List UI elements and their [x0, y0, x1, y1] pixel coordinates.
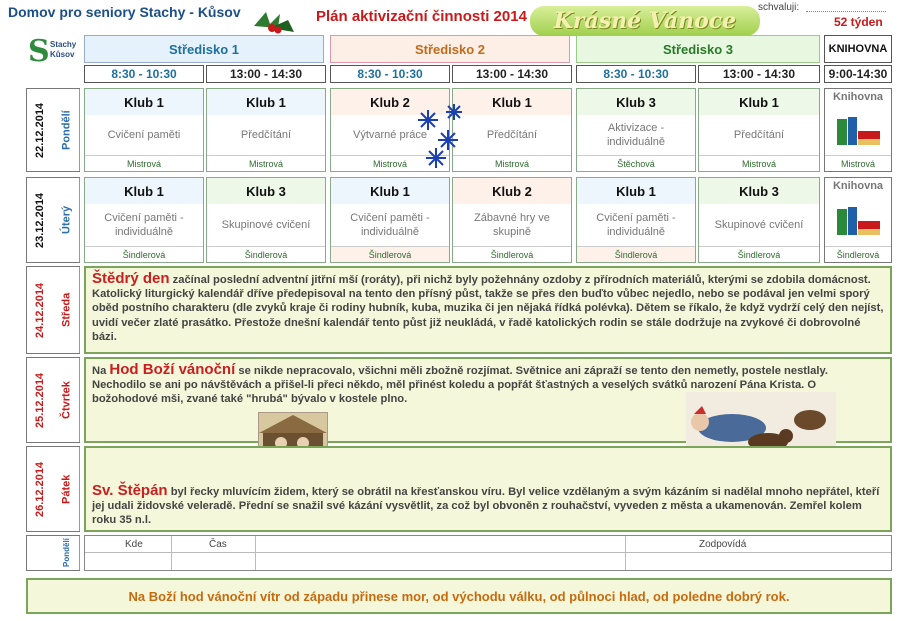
day-thu-date: 25.12.2014: [34, 372, 46, 428]
tue-c2-pm: [452, 177, 572, 263]
staff-name: Mistrová: [699, 155, 819, 171]
staff-name: Mistrová: [331, 155, 449, 171]
time-c2-am: 8:30 - 10:30: [330, 65, 450, 83]
mon-c1-am: [84, 88, 204, 172]
where-label: Kde: [125, 539, 143, 550]
thu-highlight: Hod Boží vánoční: [109, 361, 236, 378]
club-label: Knihovna: [832, 91, 884, 103]
activity: Aktivizace - individuálně: [577, 115, 695, 155]
banner: [530, 6, 760, 36]
next-monday-row: [84, 535, 892, 571]
tue-c2-am: [330, 177, 450, 263]
logo-s-icon: S: [28, 34, 50, 69]
wed-text: [84, 266, 892, 354]
holly-icon: [250, 6, 298, 38]
org-title: Domov pro seniory Stachy - Kůsov: [8, 4, 241, 20]
center-2: Středisko 2: [330, 35, 570, 63]
club-label: Klub 2: [370, 94, 410, 110]
staff-name: Mistrová: [825, 155, 891, 171]
time-c2-pm: 13:00 - 14:30: [452, 65, 572, 83]
day-wed-name: Středa: [54, 267, 80, 353]
club-label: Klub 2: [492, 183, 532, 199]
banner-text: Krásné Vánoce: [553, 8, 737, 34]
club-label: Klub 1: [124, 94, 164, 110]
plan-title: Plán aktivizační činnosti 2014: [316, 8, 527, 25]
day-wed-date: 24.12.2014: [34, 282, 46, 338]
mon-c3-pm: [698, 88, 820, 172]
day-mon-name: Pondělí: [54, 89, 80, 171]
mon-c1-pm: [206, 88, 326, 172]
tue-c3-am: [576, 177, 696, 263]
books-icon: [825, 194, 891, 246]
staff-name: Šindlerová: [331, 246, 449, 262]
club-label: Klub 3: [616, 94, 656, 110]
day-nextmon: [26, 535, 80, 571]
activity: Cvičení paměti - individuálně: [331, 204, 449, 246]
logo-top: Stachy: [50, 40, 77, 49]
footer-proverb: [26, 578, 892, 614]
approve-label: schvaluji:: [758, 2, 800, 13]
staff-name: Šindlerová: [577, 246, 695, 262]
books-icon: [825, 105, 891, 155]
fri-body: byl řecky mluvícím židem, který se obrátil na křesťanskou víru. Byl velice vzdělaným a svým kázáním si nadělal mnoho nepřátel, kteří jej udali židovské veleradě. Přední se snažil své kázání vysvětlit, za což byl obvoněn z rouhačství, vyveden z města a ukamenován. Zemřel kolem roku 35 n.l.: [92, 486, 880, 527]
day-mon-date: 22.12.2014: [34, 102, 46, 158]
time-c3-am: 8:30 - 10:30: [576, 65, 696, 83]
activity: Výtvarné práce: [331, 115, 449, 155]
day-tue: [26, 177, 80, 263]
col-divider: [171, 536, 172, 570]
center-1: Středisko 1: [84, 35, 324, 63]
club-label: Klub 3: [246, 183, 286, 199]
mon-c3-am: [576, 88, 696, 172]
day-fri: [26, 446, 80, 532]
mon-c2-pm: [452, 88, 572, 172]
approve-line: [806, 11, 886, 12]
logo-bottom: Kůsov: [50, 50, 75, 59]
time-c1-am: 8:30 - 10:30: [84, 65, 204, 83]
center-3: Středisko 3: [576, 35, 820, 63]
tue-library: [824, 177, 892, 263]
club-label: Klub 1: [124, 183, 164, 199]
snowflake-icon: [414, 96, 470, 172]
staff-name: Šindlerová: [699, 246, 819, 262]
thu-body: se nikde nepracovalo, všichni měli zbožně rozjímat. Světnice ani zápraží se tento den nemetly, postele nestlaly. Nechodilo se ani po návštěvách a přišel-li přeci někdo, měl přinést koledu a popřát šťastných a veselých svátků narození Pána Krista. O božohodové mši, zvané také "hrubá" bývalo v kostele plno.: [92, 365, 828, 406]
col-divider: [625, 536, 626, 570]
col-divider: [255, 536, 256, 570]
club-label: Klub 1: [246, 94, 286, 110]
staff-name: Mistrová: [85, 155, 203, 171]
day-thu: [26, 357, 80, 443]
time-c3-pm: 13:00 - 14:30: [698, 65, 820, 83]
library-header: KNIHOVNA: [824, 35, 892, 63]
mon-library: [824, 88, 892, 172]
tue-c1-pm: [206, 177, 326, 263]
day-fri-date: 26.12.2014: [34, 461, 46, 517]
activity: Zábavné hry ve skupině: [453, 204, 571, 246]
club-label: Klub 1: [739, 94, 779, 110]
staff-name: Šindlerová: [207, 246, 325, 262]
time-label: Čas: [209, 539, 227, 550]
day-thu-name: Čtvrtek: [54, 358, 80, 442]
week-label: 52 týden: [834, 15, 883, 29]
day-wed: [26, 266, 80, 354]
tue-c3-pm: [698, 177, 820, 263]
tue-c1-am: [84, 177, 204, 263]
staff-name: Mistrová: [453, 155, 571, 171]
staff-name: Šindlerová: [453, 246, 571, 262]
day-mon: [26, 88, 80, 172]
logo: [28, 34, 80, 69]
activity: Cvičení paměti - individuálně: [85, 204, 203, 246]
staff-name: Mistrová: [207, 155, 325, 171]
time-library: 9:00-14:30: [824, 65, 892, 83]
activity: Předčítání: [207, 115, 325, 155]
club-label: Klub 3: [739, 183, 779, 199]
club-label: Klub 1: [370, 183, 410, 199]
fri-highlight: Sv. Štěpán: [92, 482, 168, 499]
staff-name: Šindlerová: [825, 246, 891, 262]
staff-name: Štěchová: [577, 155, 695, 171]
footer-text: Na Boží hod vánoční vítr od západu přinese mor, od východu válku, od půlnoci hlad, od poledne dobrý rok.: [128, 588, 790, 604]
day-tue-name: Úterý: [54, 178, 80, 262]
responsible-label: Zodpovídá: [699, 539, 747, 550]
day-nextmon-name: Pondělí: [54, 536, 80, 570]
wed-highlight: Štědrý den: [92, 270, 170, 287]
staff-name: Šindlerová: [85, 246, 203, 262]
club-label: Knihovna: [832, 180, 884, 192]
day-tue-date: 23.12.2014: [34, 192, 46, 248]
club-label: Klub 1: [616, 183, 656, 199]
row-divider: [85, 552, 891, 553]
activity: Skupinové cvičení: [699, 204, 819, 246]
thu-prefix: Na: [92, 365, 110, 377]
activity: Předčítání: [453, 115, 571, 155]
activity: Skupinové cvičení: [207, 204, 325, 246]
time-c1-pm: 13:00 - 14:30: [206, 65, 326, 83]
day-fri-name: Pátek: [54, 447, 80, 531]
club-label: Klub 1: [492, 94, 532, 110]
activity: Předčítání: [699, 115, 819, 155]
activity: Cvičení paměti - individuálně: [577, 204, 695, 246]
wed-body: začínal poslední adventní jitřní mší (roráty), při nichž byly požehnány ozdoby z přírodních materiálů, kterými se zdobila domácnost. Katolický liturgický kalendář dříve předepisoval na tento den přísný půst, takže se přes den buďto vůbec nejedlo, nebo se podával jen velmi sporý oběd postního charakteru (dle zvyků kraje či rodiny hubník, kuba, muzika či jen nějaká řídká polévka). Dětem se říkalo, že když vydrží celý den nejíst, uvidí večer zlaté prasátko. Přestože dnešní kalendář tento půst již neukládá, v řadě katolických rodin se stále dodržuje na zvykové či dobrovolné bázi.: [92, 274, 884, 343]
fri-text: [84, 446, 892, 532]
activity: Cvičení paměti: [85, 115, 203, 155]
